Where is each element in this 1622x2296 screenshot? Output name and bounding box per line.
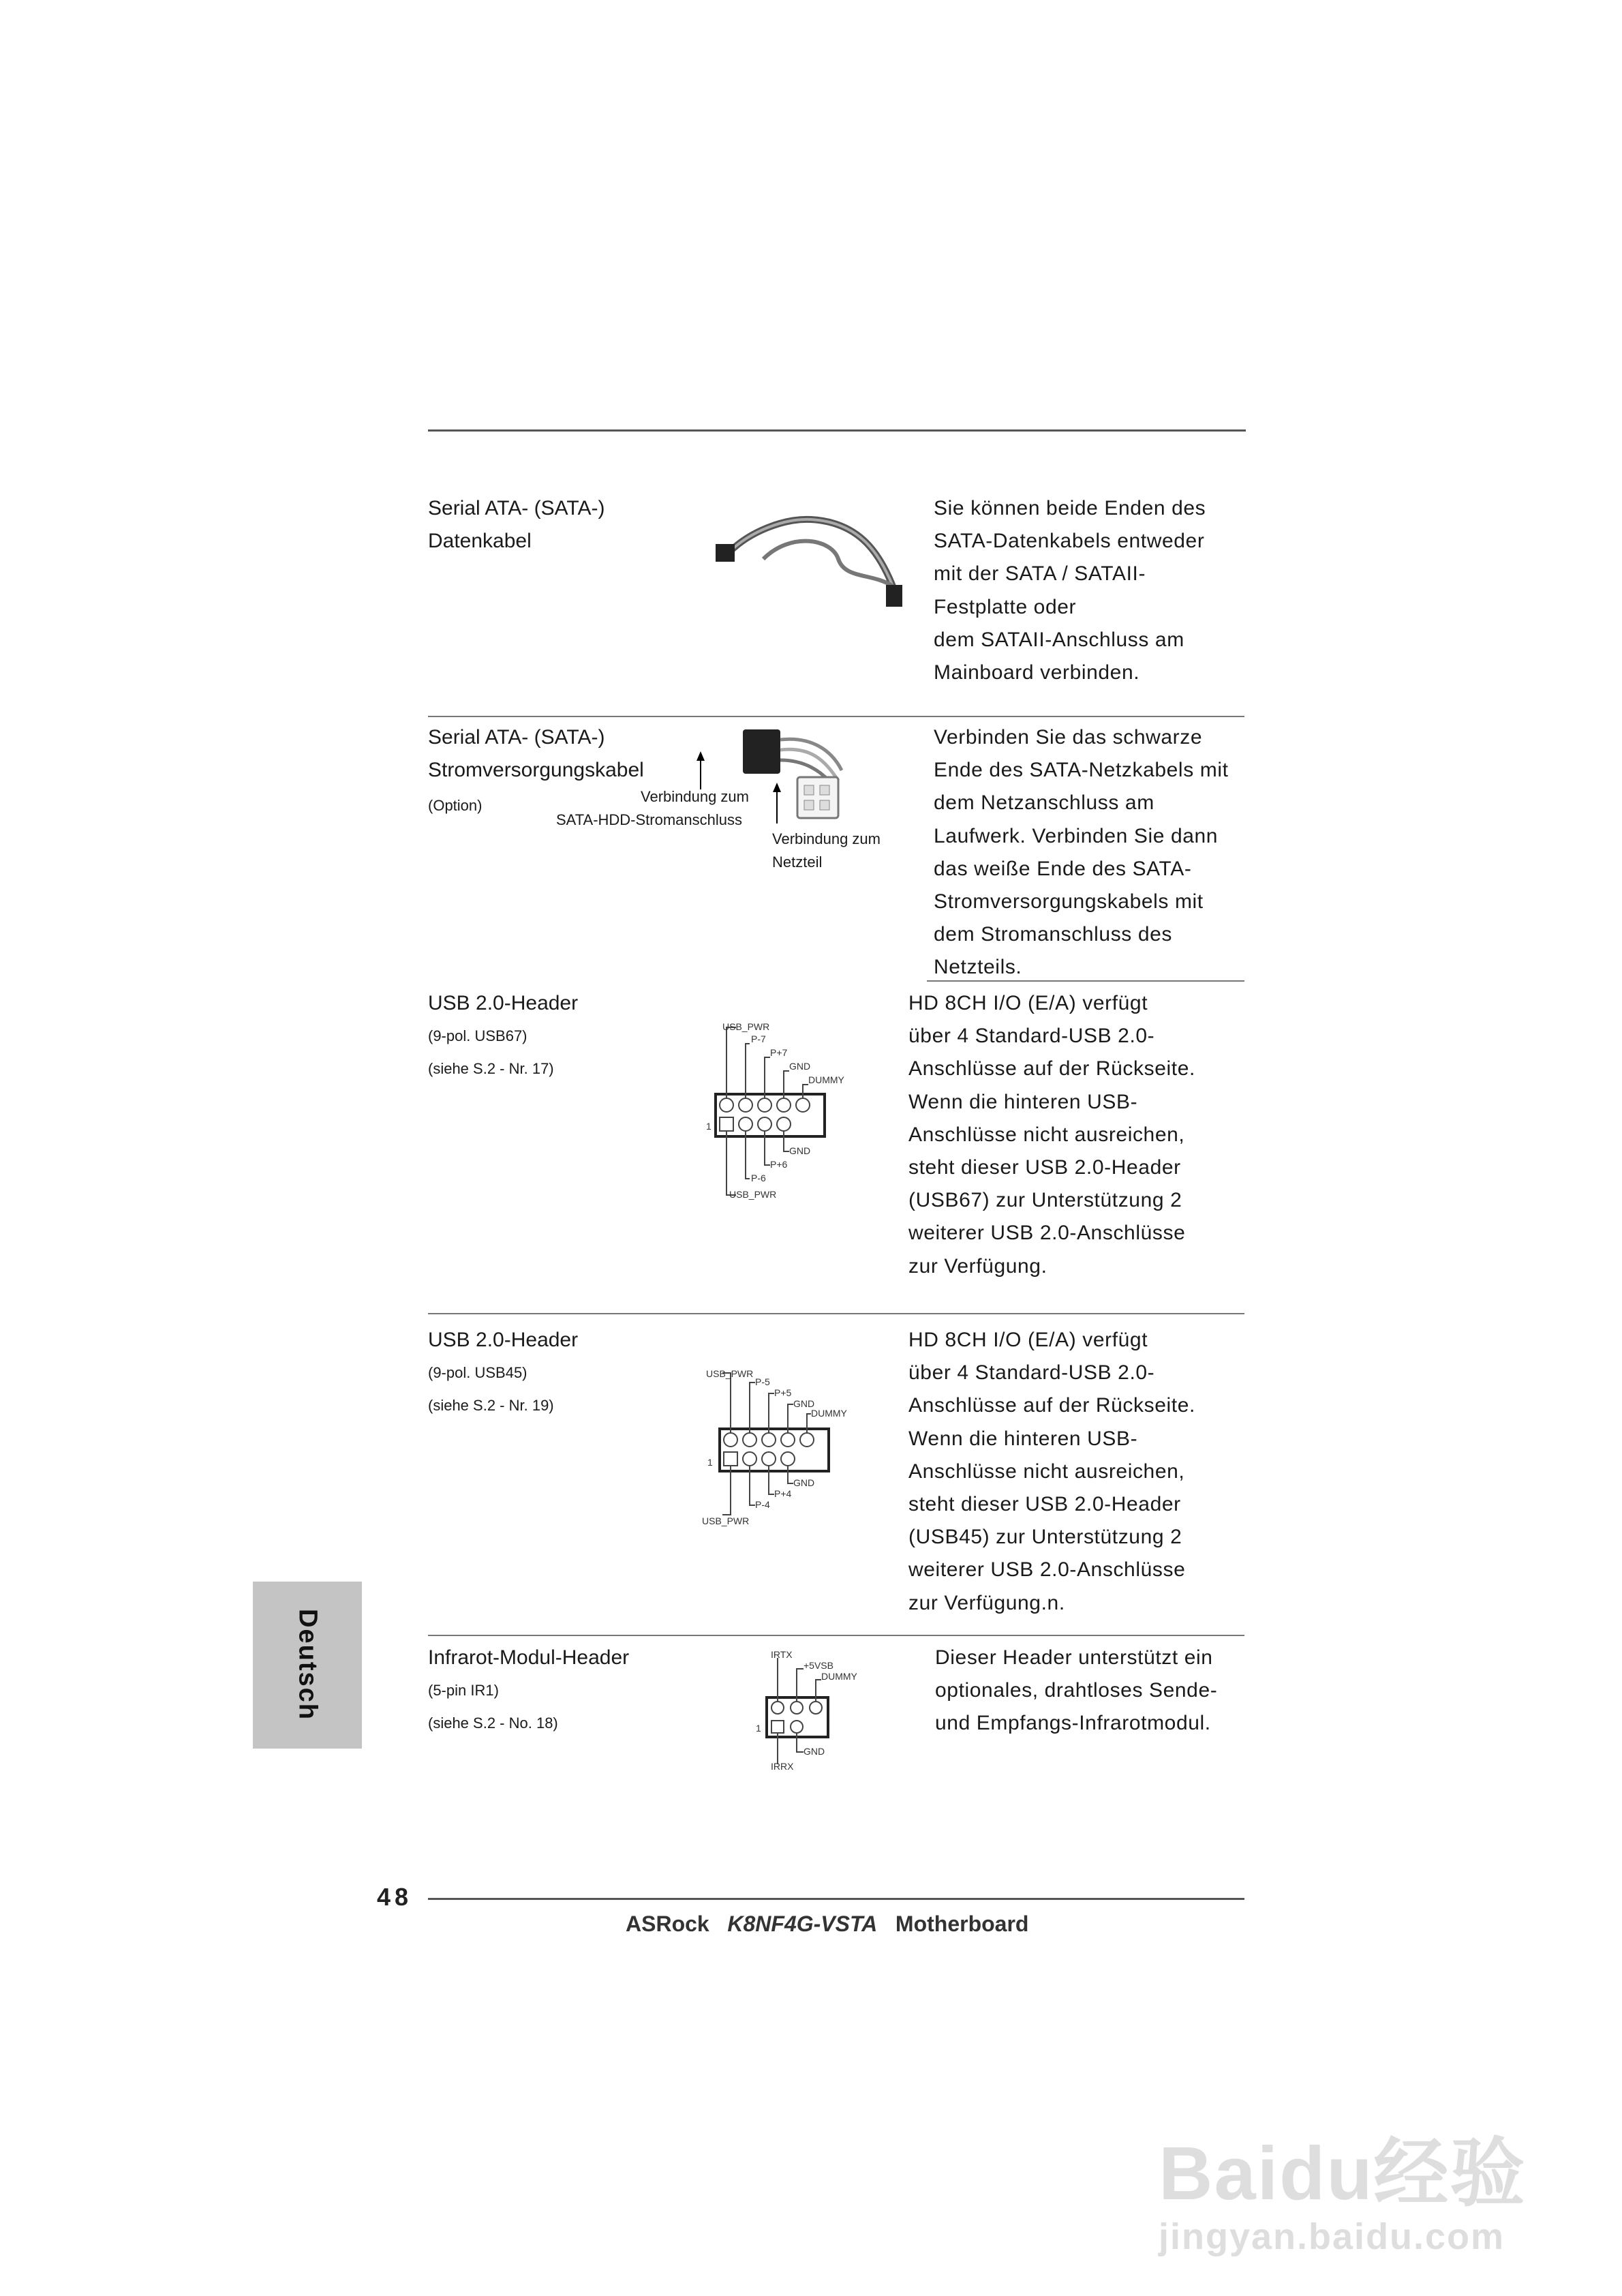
usb67-pin-label: P+6: [770, 1159, 788, 1170]
top-rule: [428, 429, 1246, 432]
usb45-sub2: (siehe S.2 - Nr. 19): [428, 1397, 554, 1414]
ir-sub2: (siehe S.2 - No. 18): [428, 1715, 558, 1732]
usb67-pin-label: GND: [789, 1145, 811, 1156]
usb45-pin-diagram: [695, 1363, 872, 1534]
sata-power-description: Verbinden Sie das schwarze Ende des SATA-Netzkabels mit dem Netzanschluss am Laufwerk. Verbinden Sie dann das weiße Ende des SATA- Stromversorgungskabels mit dem Stromanschluss des Netzteils.: [934, 726, 1229, 979]
divider: [428, 1635, 1244, 1636]
divider: [428, 1313, 1244, 1314]
option-note: (Option): [428, 797, 483, 814]
usb67-title: USB 2.0-Header: [428, 992, 579, 1014]
ir-pin-label: 1: [756, 1723, 761, 1734]
divider: [428, 716, 1244, 717]
ir-title: Infrarot-Modul-Header: [428, 1646, 630, 1669]
callout-hdd-line2: SATA-HDD-Stromanschluss: [556, 811, 743, 828]
language-tab-label: Deutsch: [293, 1609, 322, 1721]
usb67-sub1: (9-pol. USB67): [428, 1027, 527, 1044]
ir-pin-label: IRTX: [771, 1650, 793, 1660]
ir-pin-label: IRRX: [771, 1761, 794, 1772]
ir-sub1: (5-pin IR1): [428, 1682, 499, 1699]
usb45-title: USB 2.0-Header: [428, 1329, 579, 1351]
ir-description: Dieser Header unterstützt ein optionales, drahtloses Sende- und Empfangs-Infrarotmodul.: [935, 1646, 1218, 1735]
usb67-description: HD 8CH I/O (E/A) verfügt über 4 Standard-USB 2.0- Anschlüsse auf der Rückseite. Wenn die hinteren USB- Anschlüsse nicht ausreichen, steht dieser USB 2.0-Header (USB67) zur Unterstützung 2 weiterer USB 2.0-Anschlüsse zur Verfügung.: [908, 992, 1195, 1278]
usb67-pin-label: 1: [706, 1121, 711, 1132]
ir-pin-label: GND: [804, 1746, 825, 1757]
usb67-pin-label: DUMMY: [808, 1074, 844, 1085]
usb67-pin-label: USB_PWR: [729, 1189, 777, 1200]
usb45-description: HD 8CH I/O (E/A) verfügt über 4 Standard-USB 2.0- Anschlüsse auf der Rückseite. Wenn die hinteren USB- Anschlüsse nicht ausreichen, steht dieser USB 2.0-Header (USB45) zur Unterstützung 2 weiterer USB 2.0-Anschlüsse zur Verfügung.n.: [908, 1329, 1195, 1614]
watermark-logo: Baidu经验: [1159, 2132, 1527, 2216]
footer-text: [626, 1912, 1028, 1937]
usb67-sub2: (siehe S.2 - Nr. 17): [428, 1060, 554, 1077]
ir-pin-label: DUMMY: [821, 1671, 857, 1682]
language-tab: [253, 1582, 362, 1749]
callout-psu-line2: Netzteil: [772, 854, 823, 871]
footer-suffix: Motherboard: [895, 1912, 1029, 1936]
sata-power-title: Serial ATA- (SATA-) Stromversorgungskabel: [428, 726, 644, 781]
footer-rule: [428, 1898, 1244, 1900]
usb45-sub1: (9-pol. USB45): [428, 1364, 527, 1381]
usb67-pin-label: GND: [789, 1061, 811, 1072]
callout-psu-line1: Verbindung zum: [772, 830, 881, 847]
footer-model: K8NF4G-VSTA: [727, 1912, 878, 1936]
footer-brand: ASRock: [626, 1912, 709, 1936]
divider: [927, 980, 1244, 982]
usb67-pin-diagram: [702, 1019, 879, 1203]
usb67-pin-label: P-6: [751, 1173, 766, 1183]
callout-hdd-line1: Verbindung zum: [641, 788, 749, 805]
watermark-url: jingyan.baidu.com: [1159, 2216, 1505, 2257]
usb45-pin-label: P+4: [774, 1488, 792, 1499]
sata-data-description: Sie können beide Enden des SATA-Datenkabels entweder mit der SATA / SATAII- Festplatte oder dem SATAII-Anschluss am Mainboard verbinden.: [934, 497, 1206, 684]
usb67-pin-label: P-7: [751, 1033, 766, 1044]
usb67-pin-label: USB_PWR: [722, 1021, 770, 1032]
usb45-pin-label: GND: [793, 1477, 815, 1488]
sata-data-title: Serial ATA- (SATA-) Datenkabel: [428, 497, 605, 552]
usb67-pin-label: P+7: [770, 1047, 788, 1058]
ir-pin-diagram: [746, 1650, 883, 1772]
usb45-pin-label: P+5: [774, 1387, 792, 1398]
usb45-pin-label: DUMMY: [811, 1408, 847, 1419]
sata-data-cable-image: [709, 504, 913, 620]
usb45-pin-label: 1: [707, 1457, 713, 1468]
ir-pin-label: +5VSB: [804, 1660, 833, 1671]
page-number: 48: [377, 1883, 413, 1911]
usb45-pin-label: GND: [793, 1398, 815, 1409]
usb45-pin-label: P-4: [755, 1499, 770, 1510]
usb45-pin-label: USB_PWR: [706, 1368, 754, 1379]
usb45-pin-label: P-5: [755, 1376, 770, 1387]
usb45-pin-label: USB_PWR: [702, 1515, 750, 1526]
